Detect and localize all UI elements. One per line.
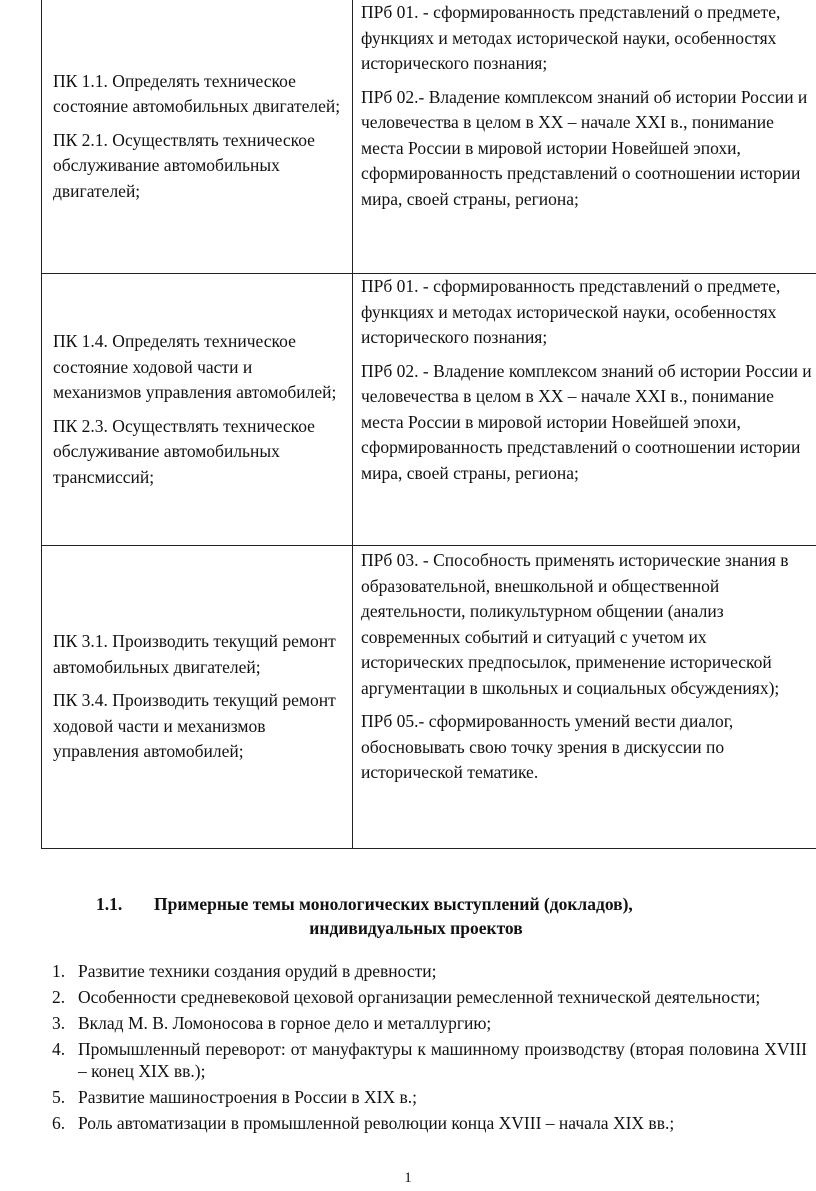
- result-text: ПРб 05.- сформированность умений вести диалог, обосновывать свою точку зрения в дискуссии по исторической тематике.: [361, 711, 734, 782]
- competency-cell: [42, 0, 353, 273]
- table-row: [42, 545, 816, 848]
- section-number: 1.1.: [96, 894, 123, 914]
- result-cell: [353, 274, 816, 545]
- competency-text: ПК 2.3. Осуществлять техническое обслуживание автомобильных трансмиссий;: [53, 415, 315, 487]
- competency-text: ПК 1.1. Определять техническое состояние автомобильных двигателей;: [53, 70, 341, 117]
- section-title-line1: Примерные темы монологических выступлений (докладов),: [154, 894, 633, 914]
- list-item-number: 2.: [52, 987, 66, 1007]
- result-text: ПРб 03. - Способность применять исторические знания в образовательной, внешкольной и общественной деятельности, поликультурном общении (анализ современных событий и ситуаций с учетом их исторических предпосылок, применение исторической аргументации в школьных и социальных обсуждениях);: [361, 550, 789, 698]
- list-item: [52, 1012, 807, 1034]
- page-number: 1: [404, 1170, 412, 1186]
- list-item-number: 3.: [52, 1013, 66, 1033]
- list-item: [52, 960, 807, 982]
- result-text: ПРб 02.- Владение комплексом знаний об истории России и человечества в целом в XX – начале XXI в., понимание места России в мировой истории Новейшей эпохи, сформированность представлений о соотношении истории мира, своей страны, региона;: [361, 86, 808, 209]
- list-item: [52, 1112, 807, 1134]
- competency-cell: [42, 546, 353, 848]
- list-item-text: Вклад М. В. Ломоносова в горное дело и металлургию;: [78, 1013, 492, 1033]
- competency-table: [41, 0, 816, 849]
- result-text: ПРб 01. - сформированность представлений о предмете, функциях и методах исторической науки, особенностях исторического познания;: [361, 2, 781, 73]
- competency-text: ПК 2.1. Осуществлять техническое обслуживание автомобильных двигателей;: [53, 129, 315, 201]
- list-item-number: 5.: [52, 1087, 66, 1107]
- competency-text: ПК 3.4. Производить текущий ремонт ходовой части и механизмов управления автомобилей;: [53, 690, 336, 762]
- list-item-text: Промышленный переворот: от мануфактуры к машинному производству (вторая половина XVIII – конец XIX вв.);: [78, 1039, 807, 1081]
- list-item-text: Особенности средневековой цеховой организации ремесленной технической деятельности;: [78, 987, 761, 1007]
- section-heading: [96, 892, 736, 940]
- section-title-line2: индивидуальных проектов: [309, 918, 523, 938]
- result-text: ПРб 01. - сформированность представлений о предмете, функциях и методах исторической науки, особенностях исторического познания;: [361, 276, 781, 347]
- list-item-number: 4.: [52, 1039, 66, 1059]
- competency-text: ПК 1.4. Определять техническое состояние ходовой части и механизмов управления автомобилей;: [53, 331, 337, 402]
- list-item-number: 6.: [52, 1113, 66, 1133]
- competency-text: ПК 3.1. Производить текущий ремонт автомобильных двигателей;: [53, 631, 336, 677]
- list-item: [52, 986, 807, 1008]
- topics-list: [52, 960, 807, 1138]
- table-row: [42, 273, 816, 545]
- list-item: [52, 1086, 807, 1108]
- table-row: [42, 0, 816, 273]
- competency-cell: [42, 274, 353, 545]
- result-cell: [353, 0, 816, 273]
- list-item-text: Роль автоматизации в промышленной революции конца XVIII – начала XIX вв.;: [78, 1113, 675, 1133]
- list-item: [52, 1038, 807, 1082]
- list-item-number: 1.: [52, 961, 66, 981]
- list-item-text: Развитие техники создания орудий в древности;: [78, 961, 437, 981]
- result-text: ПРб 02. - Владение комплексом знаний об истории России и человечества в целом в XX – начале XXI в., понимание места России в мировой истории Новейшей эпохи, сформированность представлений о соотношении истории мира, своей страны, региона;: [361, 360, 812, 483]
- result-cell: [353, 546, 816, 848]
- list-item-text: Развитие машиностроения в России в XIX в.;: [78, 1087, 417, 1107]
